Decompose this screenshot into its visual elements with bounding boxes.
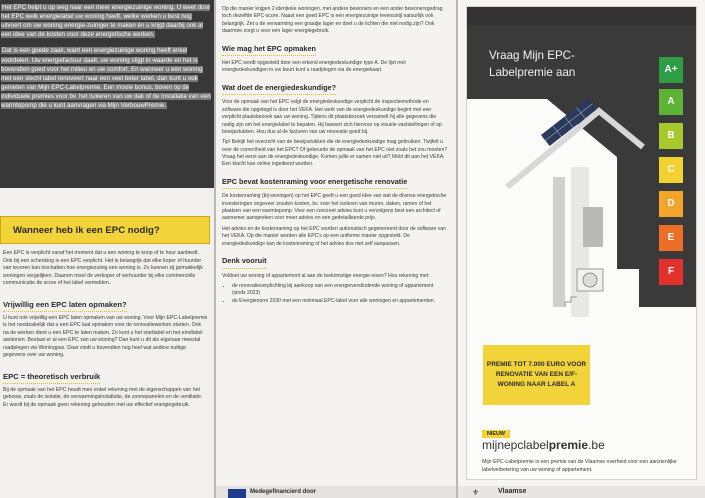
middle-panel	[216, 0, 456, 498]
heading-wie: Wie mag het EPC opmaken	[222, 44, 316, 57]
denk-list	[222, 283, 448, 305]
label-e: E	[659, 225, 683, 251]
label-b: B	[659, 123, 683, 149]
eu-footer-text: Medegefinancierd door	[250, 489, 317, 495]
list-item: • de Energienorm 2030 met een minimaal EPC-label voor alle woningen en appartementen.	[232, 298, 448, 305]
intro-paragraph-2: Dat is een goede zaak, want een energiezuinige woning heeft enkel voordelen. Uw energiefactuur daalt, uw woning stijgt in waarde en het is bovendien goed voor het milieu en uw comfort. En wanneer u een woning met een slecht label renoveert naar een veel beter label, dan kunt u ook genieten van Mijn EPC-Labelpremie. Een mooie bonus, boven op de individuele premies voor bv. het isoleren van uw dak of de installatie van een warmtepomp die u kunt aanvragen via Mijn VerbouwPremie.	[1, 47, 211, 110]
label-aplus: A+	[659, 57, 683, 83]
label-a: A	[659, 89, 683, 115]
theoretisch-text: Bij de opmaak van het EPC houdt men enkel rekening met de eigenschappen van het gebouw, zoals de isolatie, de verwarmingsinstallatie, de zonnepanelen en de ventilatie. Er wordt bij de opmaak geen rekening gehouden met uw effectief energiegebruik.	[3, 386, 203, 408]
premium-highlight: PREMIE TOT 7.000 EURO VOOR RENOVATIE VAN EEN E/F-WONING NAAR LABEL A	[483, 345, 590, 405]
heading-theoretisch: EPC = theoretisch verbruik	[3, 371, 100, 384]
epc-needed-text: Een EPC is verplicht vanaf het moment dat u een woning te koop of te huur aanbiedt. Ook bij een schenking is een EPC verplicht. Het is belangrijk dat elke koper of huurder van tevoren kan inschatten hoe energiezuinig een woning is. Zo kunnen zij gemakkelijk woningen vergelijken. Daarom moet de verkoper of verhuurder bij elke commerciële communicatie de score of het label vermelden.	[3, 250, 203, 287]
list-item: • de renovatieverplichting bij aankoop van een energieverslindende woning of appartement (sinds 2023)	[232, 283, 448, 298]
cover-card	[466, 6, 697, 480]
denk-text: Voldoet uw woning of appartement al aan de toekomstige energie-eisen? Hou rekening met:	[222, 272, 430, 279]
eu-footer	[216, 486, 456, 498]
left-panel	[0, 0, 214, 498]
premium-description: Mijn EPC-Labelpremie is een premie van de Vlaamse overheid voor een aanzienlijke labelverbetering van uw woning of appartement.	[482, 459, 677, 473]
identical-homes-text: Op die manier krijgen 2 identieke woningen, met andere bewoners en een ander bewonersgedrag toch dezelfde EPC-score. Naast een goed EPC is een energiezuinige levensstijl natuurlijk ook belangrijk. Zet u de verwarming een graadje lager en doet u de lichten die niet nodig zijn? Ook daarmee zorgt u voor een lager energiegebruik.	[222, 6, 443, 35]
doet-text: Voor de opmaak van het EPC volgt de energiedeskundige verplicht de inspectiemethode en software die opgelegd is door het VEKA. Het werk van de energiedeskundige begint met een verplicht plaatsbezoek aan uw woning. Tijdens dit plaatsbezoek verzamelt hij alle gegevens die nodig zijn om het energielabel te bepalen. Hij baseert zich hiervoor op visuele vaststellingen of op bewijsstukken. Hou dus al de facturen van uw renovatie goed bij.	[222, 99, 442, 135]
vlaamse-text: Vlaamse	[498, 488, 527, 495]
vrijwillig-text: U kunt ook vrijwillig een EPC laten opmaken van uw woning. Voor Mijn EPC-Labelpremie is het noodzakelijk dat u een EPC laat opmaken voor de renovatiewerken starten. Ook na de werken dient u een EPC te laten maken. Zo kunt u het startlabel en het eindlabel aantonen. Bestaat er al een EPC van uw woning? Dan kunt u dit als eigenaar meestal raadplegen via Woningpas. Daar vindt u bovendien nog heel wat andere nuttige gegevens over uw woning.	[3, 314, 208, 359]
intro-paragraph-1: Het EPC helpt u op weg naar een meer energiezuinige woning. U weet door het EPC welk energielabel uw woning heeft, welke werken u best nog uitvoert om uw woning energie-zuiniger te maken én u krijgt daarbij ook al een idee van de kosten voor deze energetische werken.	[1, 4, 211, 39]
heading-denk: Denk vooruit	[222, 256, 267, 269]
heading-kost: EPC bevat kostenraming voor energetische renovatie	[222, 177, 407, 190]
heading-doet: Wat doet de energiedeskundige?	[222, 83, 336, 96]
kost-text-1: De kostenraming (bij woningen) op het EPC geeft u een goed idee van wat de diverse energetische investeringen ongeveer zouden kosten, bv. voor het isoleren van muren, daken, ramen of het plaatsen van een warmtepomp. Voor een concreet advies kunt u vervolgens best een architect of aannemer aanspreken voor meer advies en een gedetailleerde prijs.	[222, 193, 447, 222]
vlaamse-footer	[458, 486, 705, 498]
left-body	[0, 244, 214, 409]
cover-panel	[458, 0, 705, 498]
cover-title: Vraag Mijn EPC-Labelpremie aan	[489, 49, 576, 80]
flemish-lion-icon: ⚜	[472, 488, 480, 497]
wie-text: Het EPC wordt opgesteld door een erkend energiedeskundige type A. De lijst met energiedeskundigen in uw buurt kunt u raadplegen via de energiekaart.	[222, 60, 406, 74]
new-badge: NIEUW	[482, 430, 510, 438]
label-f: F	[659, 259, 683, 285]
section-banner: Wanneer heb ik een EPC nodig?	[0, 216, 210, 244]
intro-dark-block	[0, 0, 214, 188]
heading-vrijwillig: Vrijwillig een EPC laten opmaken?	[3, 299, 127, 312]
label-d: D	[659, 191, 683, 217]
kost-text-2: Het advies en de kostenraming op het EPC worden automatisch gegenereerd door de software van het VEKA. Op die manier worden alle EPC's op een uniforme manier opgesteld. De energiedeskundige kan de kostenraming of het advies dus niet zelf aanpassen.	[222, 225, 446, 247]
tip-text: Tip! Bekijk het overzicht van de bewijsstukken die de energiedeskundige mag gebruiken. Twijfelt u over de correctheid van het EPC? Of gebeurde de opmaak van het EPC niet zoals het zou moeten? Vraag het eerst aan de energiedeskundige. Komen jullie er samen niet uit? Meld dit aan het VEKA. Een klacht kan online ingediend worden.	[222, 139, 448, 168]
website-link[interactable]: mijnepclabelpremie.be	[482, 438, 605, 452]
eu-flag-icon	[228, 489, 246, 498]
label-c: C	[659, 157, 683, 183]
